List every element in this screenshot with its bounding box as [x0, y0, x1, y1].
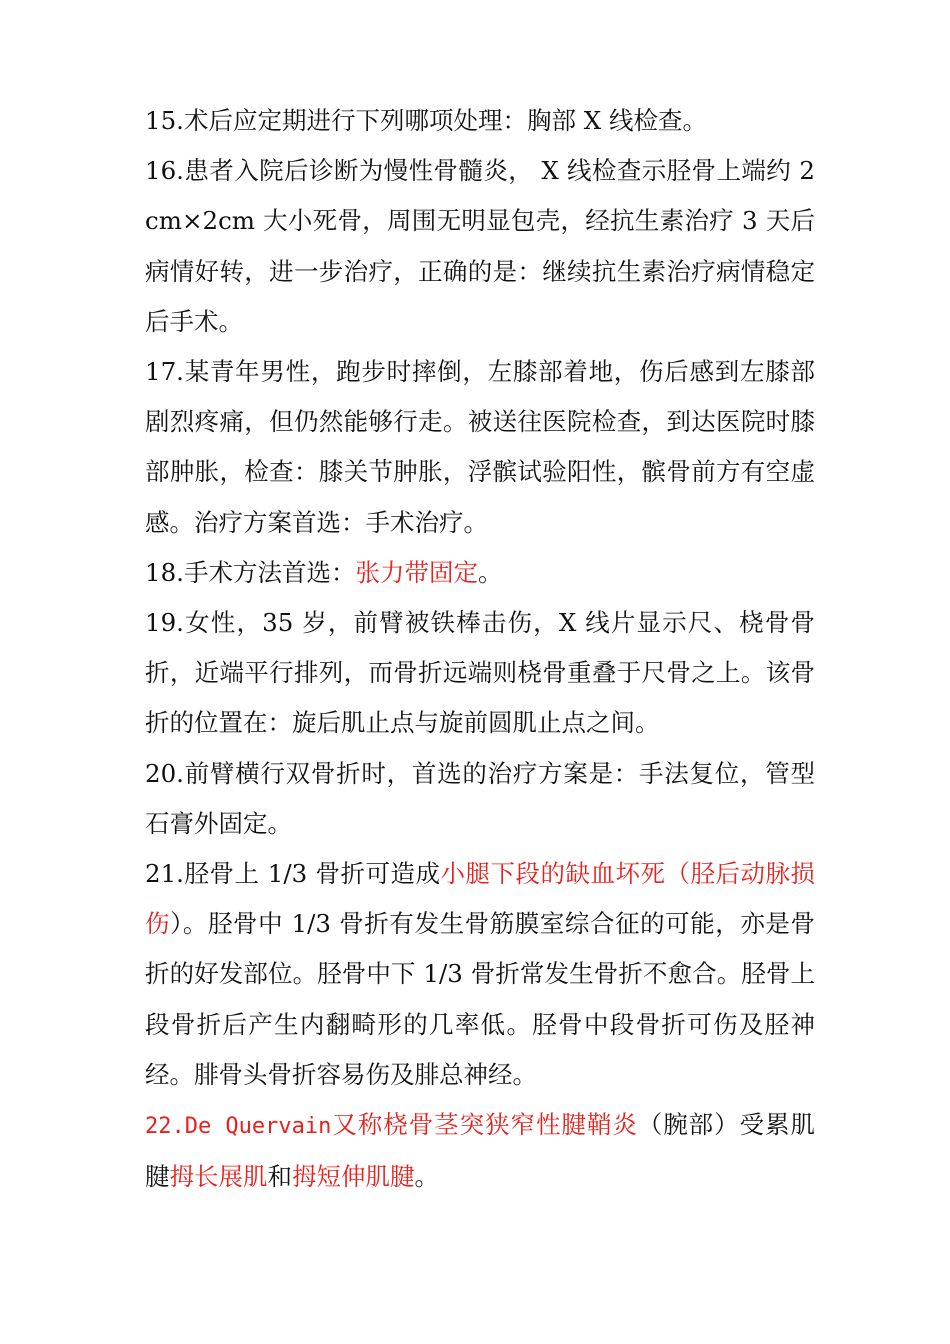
item-15 [145, 96, 815, 146]
item-20-text: 20.前臂横行双骨折时，首选的治疗方案是：手法复位，管型石膏外固定。 [145, 758, 815, 838]
item-18 [145, 548, 815, 598]
item-22-muscle-1: 拇长展肌 [169, 1162, 268, 1192]
item-18-answer: 张力带固定 [355, 557, 478, 587]
item-16-text: 16.患者入院后诊断为慢性骨髓炎， X 线检查示胫骨上端约 2cm×2cm 大小死骨，周围无明显包壳，经抗生素治疗 3 天后病情好转，进一步治疗，正确的是：继续抗生素治疗病情稳定后手术。 [145, 156, 815, 336]
item-22-text: （腕部）受累肌腱 [145, 1110, 815, 1192]
item-17 [145, 347, 815, 548]
item-22-alias: 又称桡骨茎突狭窄性腱鞘炎 [331, 1110, 638, 1140]
item-15-text: 15.术后应定期进行下列哪项处理：胸部 X 线检查。 [145, 106, 707, 135]
item-22-end: 。 [414, 1162, 439, 1192]
item-19 [145, 598, 815, 749]
item-21-highlight: 小腿下段的缺血坏死（胫后动脉损伤 [145, 859, 816, 939]
item-20 [145, 749, 815, 849]
document-body [145, 96, 815, 1202]
item-21-text: 21.胫骨上 1/3 骨折可造成 [145, 859, 441, 889]
item-17-text: 17.某青年男性，跑步时摔倒，左膝部着地，伤后感到左膝部剧烈疼痛，但仍然能够行走。被送往医院检查，到达医院时膝部肿胀，检查：膝关节肿胀，浮髌试验阳性，髌骨前方有空虚感。治疗方案首选：手术治疗。 [145, 357, 815, 537]
item-22 [145, 1100, 815, 1202]
item-18-end: 。 [477, 557, 503, 587]
item-22-and: 和 [267, 1162, 292, 1192]
item-21-rest: ）。胫骨中 1/3 骨折有发生骨筋膜室综合征的可能，亦是骨折的好发部位。胫骨中下 1/3 骨折常发生骨折不愈合。胫骨上段骨折后产生内翻畸形的几率低。胫骨中段骨折可伤及胫神经。腓骨头骨折容易伤及腓总神经。 [145, 909, 815, 1089]
item-22-term: 22.De Quervain [145, 1114, 332, 1140]
item-16 [145, 146, 815, 347]
item-19-text: 19.女性，35 岁，前臂被铁棒击伤，X 线片显示尺、桡骨骨折，近端平行排列，而骨折远端则桡骨重叠于尺骨之上。该骨折的位置在：旋后肌止点与旋前圆肌止点之间。 [145, 608, 815, 738]
item-18-text: 18.手术方法首选： [145, 557, 356, 587]
item-21 [145, 849, 815, 1100]
item-22-muscle-2: 拇短伸肌腱 [292, 1162, 415, 1192]
